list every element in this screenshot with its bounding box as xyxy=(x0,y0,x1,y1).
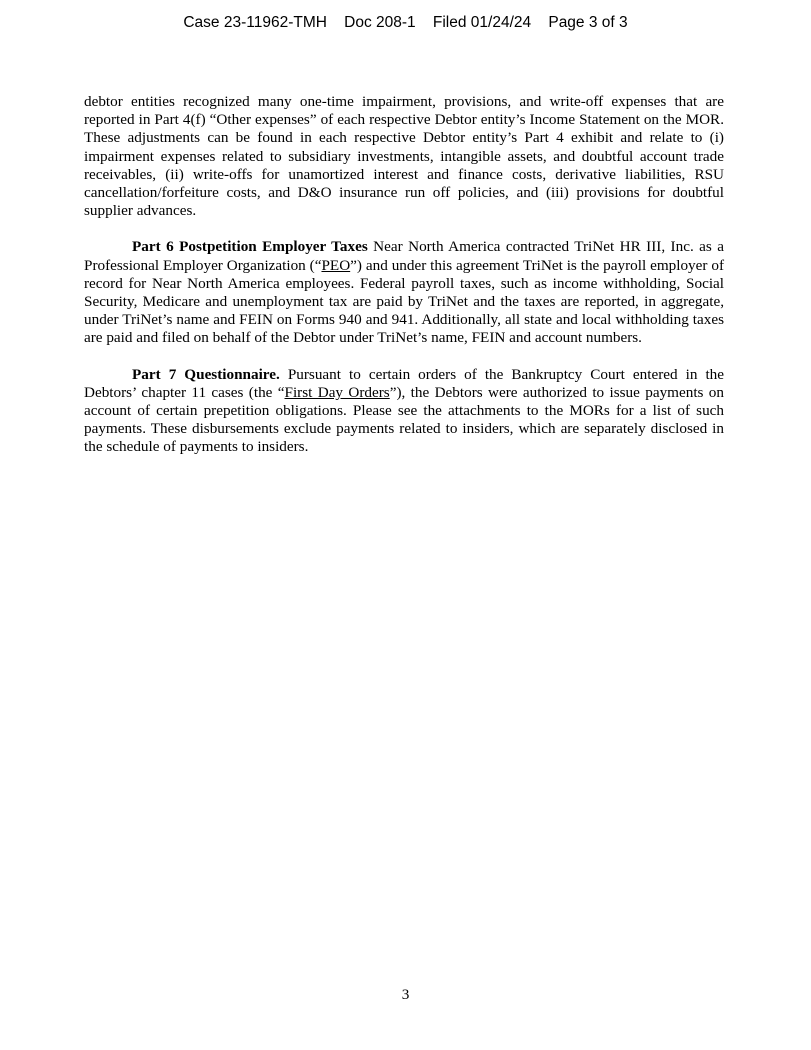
part-7-heading: Part 7 Questionnaire. xyxy=(132,365,280,383)
part-7-text-end: ”), the Debtors were authorized to issue payments on account of certain prepetition obligations. Please see the attachments to the MORs for a list of such payments. These disbursements exclude payments related to insiders, which are separately disclosed in the schedule of payments to insiders. xyxy=(84,383,724,456)
part-6-text-end: ”) and under this agreement TriNet is the payroll employer of record for Near North America employees. Federal payroll taxes, such as income withholding, Social Security, Medicare and unemployment tax are paid by TriNet and the taxes are reported, in aggregate, under TriNet’s name and FEIN on Forms 940 and 941. Additionally, all state and local withholding taxes are paid and filed on behalf of the Debtor under TriNet’s name, FEIN and account numbers. xyxy=(84,256,724,347)
defined-term-first-day-orders: First Day Orders xyxy=(284,383,390,401)
page-number: 3 xyxy=(401,986,410,1003)
paragraph-part-7 xyxy=(84,366,724,457)
document-body xyxy=(84,93,724,475)
part-6-text-start: Near North America contracted TriNet HR III, Inc. as a Professional Employer Organization (“ xyxy=(84,238,724,274)
paragraph-part-6 xyxy=(84,238,724,347)
paragraph-impairments: debtor entities recognized many one-time impairment, provisions, and write-off expenses that are reported in Part 4(f) “Other expenses” of each respective Debtor entity’s Income Statement on the MOR. These adjustments can be found in each respective Debtor entity’s Part 4 exhibit and relate to (i) impairment expenses related to subsidiary investments, intangible assets, and doubtful account trade receivables, (ii) write-offs for unamortized interest and finance costs, derivative liabilities, RSU cancellation/forfeiture costs, and D&O insurance run off policies, and (iii) provisions for doubtful supplier advances. xyxy=(84,93,724,220)
defined-term-peo: PEO xyxy=(321,256,351,274)
part-6-heading: Part 6 Postpetition Employer Taxes xyxy=(132,238,368,256)
case-header: Case 23-11962-TMH Doc 208-1 Filed 01/24/24 Page 3 of 3 xyxy=(183,14,628,31)
part-7-text-start: Pursuant to certain orders of the Bankruptcy Court entered in the Debtors’ chapter 11 cases (the “ xyxy=(84,365,725,401)
